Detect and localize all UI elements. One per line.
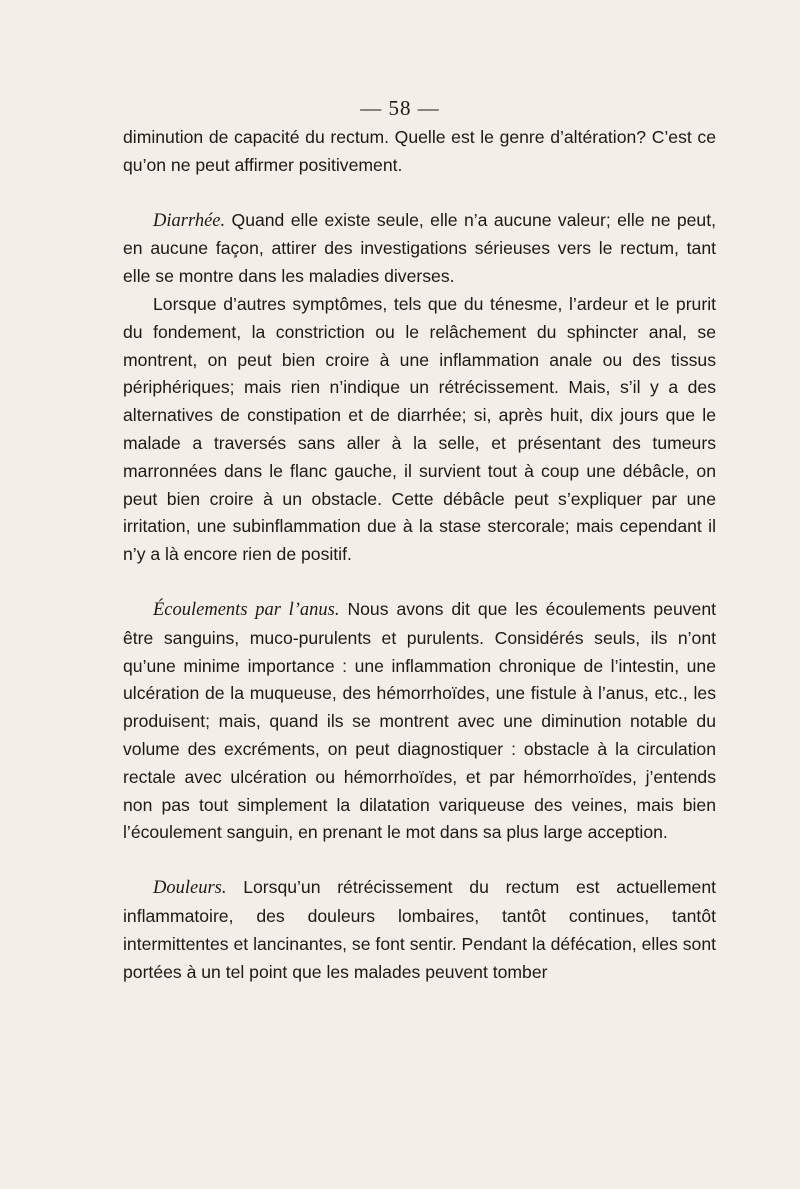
body-text — [123, 124, 716, 986]
page-number: — 58 — — [360, 96, 440, 120]
paragraph-text: Lorsque d’autres symptômes, tels que du ténesme, l’ardeur et le prurit du fondement, la constriction ou le relâchement du sphincter anal, se montrent, on peut bien croire à une inflammation anale ou des tissus périphériques; mais rien n’indique un rétrécissement. Mais, s’il y a des alternatives de constipation et de diarrhée; si, après huit, dix jours que le malade a traversés sans aller à la selle, et présentant des tumeurs marronnées dans le flanc gauche, il survient tout à coup une débâcle, on peut bien croire à un obstacle. Cette débâcle peut s’expliquer par une irritation, une subinflammation due à la stase stercorale; mais cependant il n’y a là encore rien de positif. — [123, 293, 716, 565]
paragraph-text: Lorsqu’un rétrécissement du rectum est actuellement inflammatoire, des douleurs lombaires, tantôt continues, tantôt intermittentes et lancinantes, se font sentir. Pendant la défécation, elles sont portées à un tel point que les malades peuvent tomber — [123, 877, 716, 982]
section-heading-douleurs: Douleurs. — [153, 878, 227, 899]
paragraph-ecoulements — [123, 596, 716, 847]
section-heading-ecoulements: Écoulements par l’anus. — [153, 599, 340, 620]
paragraph-text: diminution de capacité du rectum. Quelle est le genre d’altération? C’est ce qu’on ne peut affirmer positivement. — [123, 127, 716, 175]
paragraph-diarrhee — [123, 207, 716, 291]
section-heading-diarrhee: Diarrhée. — [153, 210, 226, 231]
paragraph-text: Nous avons dit que les écoulements peuvent être sanguins, muco-purulents et purulents. Considérés seuls, ils n’ont qu’une minime importance : une inflammation chronique de l’intestin, une ulcération de la muqueuse, des hémorrhoïdes, une fistule à l’anus, etc., les produisent; mais, quand ils se montrent avec une diminution notable du volume des excréments, on peut diagnostiquer : obstacle à la circulation rectale avec ulcération ou hémorrhoïdes, et par hémorrhoïdes, j’entends non pas tout simplement la dilatation variqueuse des veines, mais bien l’écoulement sanguin, en prenant le mot dans sa plus large acception. — [123, 598, 716, 843]
paragraph-continuation — [123, 124, 716, 180]
paragraph-douleurs — [123, 874, 716, 986]
paragraph-text: Quand elle existe seule, elle n’a aucune valeur; elle ne peut, en aucune façon, attirer des investigations sérieuses vers le rectum, tant elle se montre dans les maladies diverses. — [123, 209, 716, 287]
paragraph-symptomes — [123, 291, 716, 569]
